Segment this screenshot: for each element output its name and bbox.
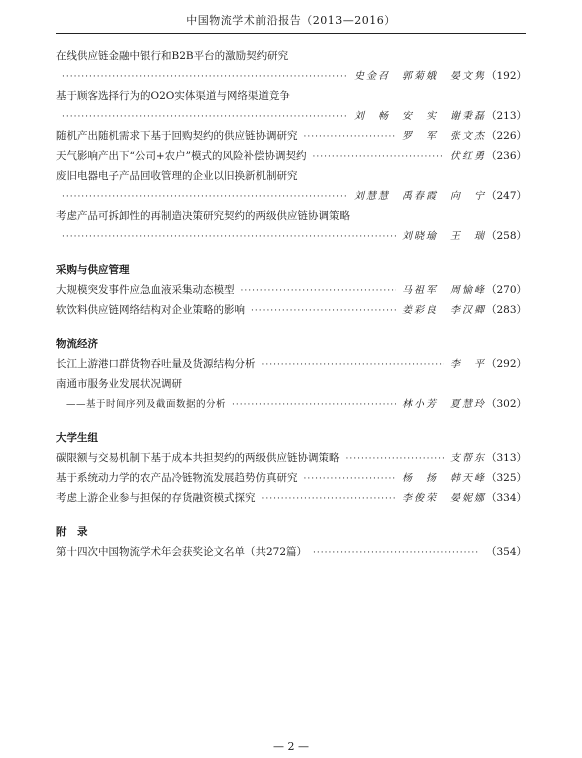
- running-header: 中国物流学术前沿报告（2013—2016）: [186, 14, 396, 27]
- entry-title: 基于顾客选择行为的O2O实体渠道与网络渠道竞争: [56, 90, 290, 102]
- section-title-logistics-economy: 物流经济: [56, 338, 98, 350]
- dot-leader: [251, 301, 396, 321]
- entry-detail-line: [56, 226, 526, 246]
- entry-page-number: （258）: [486, 230, 528, 242]
- entry-authors: 刘 畅 安 实 谢秉磊: [354, 111, 486, 122]
- entry-page-number: （292）: [486, 358, 528, 370]
- toc-group-c: [56, 354, 526, 374]
- toc-entry[interactable]: [56, 468, 526, 488]
- entry-title: 碳限额与交易机制下基于成本共担契约的两级供应链协调策略: [56, 452, 340, 464]
- entry-subtitle: ——基于时间序列及截面数据的分析: [66, 399, 227, 410]
- dot-leader: [62, 67, 348, 87]
- entry-title: 考虑上游企业参与担保的存货融资模式探究: [56, 492, 256, 504]
- entry-line: [56, 448, 526, 468]
- entry-page-number: （283）: [486, 304, 528, 316]
- entry-page-number: （236）: [486, 150, 528, 162]
- dot-leader: [241, 281, 397, 301]
- entry-authors: 姜彩良 李汉卿: [402, 305, 486, 316]
- entry-page-number: （302）: [486, 398, 528, 410]
- entry-title: 软饮料供应链网络结构对企业策略的影响: [56, 304, 245, 316]
- section-title-student-group: 大学生组: [56, 432, 98, 444]
- entry-authors: 李 平: [450, 359, 486, 370]
- entry-page-number: （334）: [486, 492, 528, 504]
- dot-leader: [313, 543, 480, 563]
- toc-group-e: [56, 542, 526, 562]
- entry-line: [56, 300, 526, 320]
- entry-authors: 李俊荣 晏妮娜: [402, 493, 486, 504]
- dot-leader: [346, 449, 445, 469]
- header-rule: [56, 33, 526, 34]
- toc-entry[interactable]: [56, 166, 526, 206]
- toc-entry[interactable]: [56, 280, 526, 300]
- toc-entry[interactable]: [56, 86, 526, 126]
- toc-entry[interactable]: [56, 488, 526, 508]
- dot-leader: [262, 355, 445, 375]
- toc-group-b: [56, 280, 526, 320]
- entry-page-number: （270）: [486, 284, 528, 296]
- entry-detail-line: [56, 106, 526, 126]
- toc-entry[interactable]: [56, 146, 526, 166]
- entry-authors: 马祖军 周愉峰: [402, 285, 486, 296]
- toc-group-d: [56, 448, 526, 508]
- entry-authors: 罗 军 张文杰: [402, 131, 486, 142]
- dot-leader: [304, 469, 397, 489]
- dot-leader: [313, 147, 444, 167]
- entry-authors: 史金召 郭菊娥 晏文隽: [354, 71, 486, 82]
- toc-group-a: [56, 46, 526, 246]
- entry-line: [56, 488, 526, 508]
- toc-entry[interactable]: [56, 206, 526, 246]
- entry-line: [56, 542, 526, 562]
- entry-title: 考虑产品可拆卸性的再制造决策研究契约的两级供应链协调策略: [56, 210, 350, 222]
- section-title-procurement: 采购与供应管理: [56, 264, 130, 276]
- entry-authors: 杨 扬 韩天峰: [402, 473, 486, 484]
- entry-page-number: （192）: [486, 70, 528, 82]
- entry-page-number: （247）: [486, 190, 528, 202]
- toc-entry[interactable]: [56, 448, 526, 468]
- entry-page-number: （354）: [486, 546, 528, 558]
- toc-entry[interactable]: [56, 46, 526, 86]
- toc-entry[interactable]: [56, 374, 526, 414]
- entry-detail-line: [56, 186, 526, 206]
- toc-entry[interactable]: [56, 300, 526, 320]
- toc-entry[interactable]: [56, 126, 526, 146]
- entry-line: [56, 280, 526, 300]
- table-of-contents: [56, 46, 526, 562]
- entry-line: [56, 146, 526, 166]
- entry-line: [56, 468, 526, 488]
- entry-authors: 伏红勇: [450, 151, 486, 162]
- entry-page-number: （325）: [486, 472, 528, 484]
- entry-page-number: （226）: [486, 130, 528, 142]
- page-number: — 2 —: [273, 740, 309, 753]
- entry-authors: 支帮东: [450, 453, 486, 464]
- entry-title: 大规模突发事件应急血液采集动态模型: [56, 284, 235, 296]
- dot-leader: [62, 187, 348, 207]
- entry-authors: 刘晓瑜 王 瑞: [402, 231, 486, 242]
- entry-line: [56, 126, 526, 146]
- entry-detail-line: [56, 66, 526, 86]
- entry-line: [56, 354, 526, 374]
- entry-title: 基于系统动力学的农产品冷链物流发展趋势仿真研究: [56, 472, 298, 484]
- dot-leader: [62, 227, 396, 247]
- dot-leader: [62, 107, 348, 127]
- entry-title: 第十四次中国物流学术年会获奖论文名单（共272篇）: [56, 546, 308, 558]
- dot-leader: [262, 489, 397, 509]
- section-title-appendix: 附 录: [56, 526, 88, 538]
- entry-title: 长江上游港口群货物吞吐量及货源结构分析: [56, 358, 256, 370]
- toc-entry[interactable]: [56, 354, 526, 374]
- entry-authors: 林小芳 夏慧玲: [402, 399, 486, 410]
- entry-title: 随机产出随机需求下基于回购契约的供应链协调研究: [56, 130, 298, 142]
- entry-authors: 刘慧慧 禹春霞 向 宁: [354, 191, 486, 202]
- entry-title: 南通市服务业发展状况调研: [56, 378, 182, 390]
- toc-entry[interactable]: [56, 542, 526, 562]
- entry-title: 废旧电器电子产品回收管理的企业以旧换新机制研究: [56, 170, 298, 182]
- dot-leader: [304, 127, 397, 147]
- entry-title: 在线供应链金融中银行和B2B平台的激励契约研究: [56, 50, 289, 62]
- entry-page-number: （313）: [486, 452, 528, 464]
- entry-page-number: （213）: [486, 110, 528, 122]
- dot-leader: [232, 395, 396, 415]
- entry-title: 天气影响产出下“公司+农户”模式的风险补偿协调契约: [56, 150, 307, 162]
